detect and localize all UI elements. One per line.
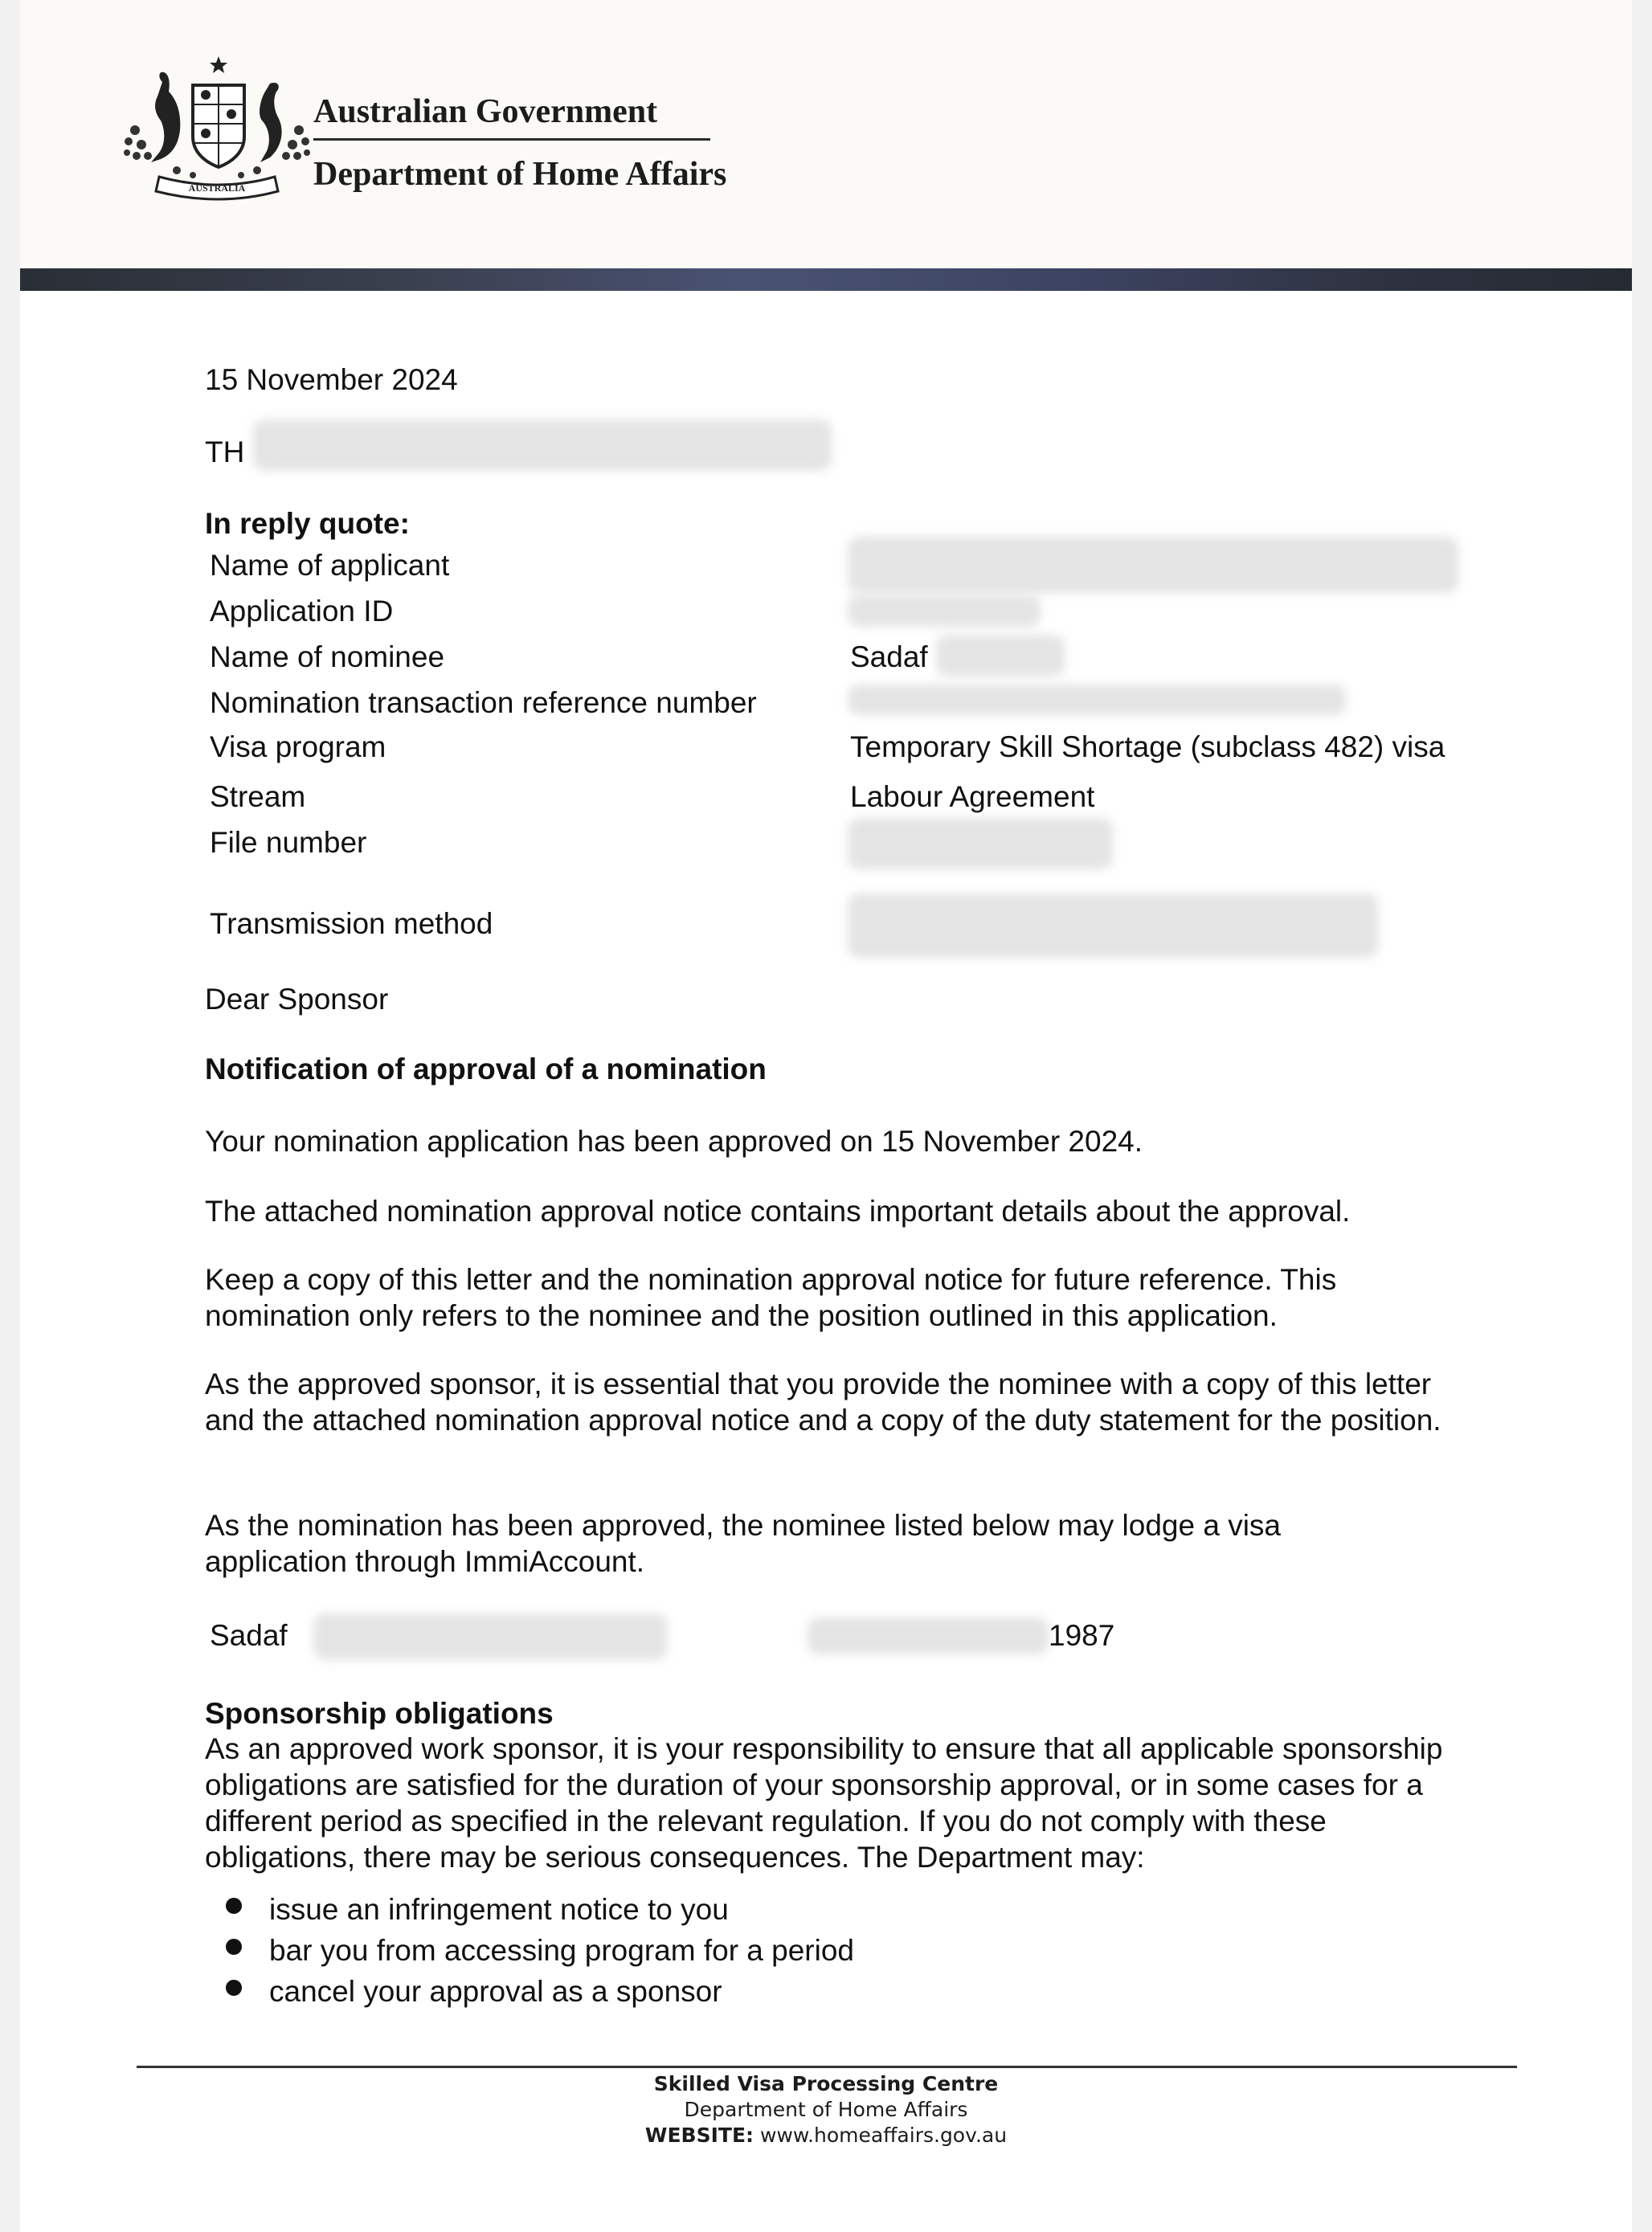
letter-subject: Notification of approval of a nomination — [205, 1053, 767, 1085]
field-label: Visa program — [210, 730, 386, 763]
redacted-value — [848, 893, 1378, 958]
paragraph: Your nomination application has been approved on 15 November 2024. — [205, 1125, 1143, 1158]
website-link[interactable]: www.homeaffairs.gov.au — [760, 2124, 1008, 2147]
letter-page — [20, 0, 1632, 2232]
redacted-birth-date — [808, 1617, 1049, 1654]
svg-text:AUSTRALIA: AUSTRALIA — [188, 182, 246, 194]
redacted-surname — [313, 1613, 667, 1660]
consequence-item: issue an infringement notice to you — [269, 1893, 729, 1926]
field-label: File number — [210, 826, 367, 859]
consequence-item: bar you from accessing program for a period — [269, 1934, 855, 1967]
field-label: Name of nominee — [210, 640, 445, 673]
addressee: TH — [205, 435, 245, 468]
bullet — [226, 1898, 242, 1914]
stream-value: Labour Agreement — [850, 780, 1095, 813]
government-name: Australian Government — [313, 93, 658, 130]
field-label: Application ID — [210, 595, 394, 627]
department-name: Department of Home Affairs — [313, 156, 727, 193]
consequence-item: cancel your approval as a sponsor — [269, 1975, 722, 2008]
footer-rule — [137, 2066, 1517, 2068]
redacted-value — [848, 685, 1346, 715]
bullet — [226, 1939, 242, 1955]
salutation: Dear Sponsor — [205, 983, 389, 1016]
field-label: Transmission method — [210, 907, 493, 940]
nominee-first-name: Sadaf — [210, 1619, 288, 1652]
footer-website-line — [20, 2123, 1632, 2148]
redacted-value — [936, 635, 1065, 677]
bullet — [226, 1980, 242, 1996]
website-label: WEBSITE: — [644, 2124, 754, 2147]
paragraph: Keep a copy of this letter and the nomination approval notice for future reference. This nomination only refers to the nominee and the position outlined in this application. — [205, 1263, 1337, 1332]
visa-program-value: Temporary Skill Shortage (subclass 482) visa — [850, 730, 1446, 763]
nominee-name: Sadaf — [850, 640, 928, 673]
paragraph: As the approved sponsor, it is essential that you provide the nominee with a copy of this letter and the attached nomination approval notice and a copy of the duty statement for the position. — [205, 1367, 1441, 1437]
footer-department: Department of Home Affairs — [684, 2098, 968, 2121]
nominee-birth-year: 1987 — [1049, 1619, 1115, 1652]
paragraph: As the nomination has been approved, the nominee listed below may lodge a visa application through ImmiAccount. — [205, 1509, 1282, 1578]
letterhead — [20, 0, 1632, 268]
field-label: Nomination transaction reference number — [210, 686, 757, 719]
header-color-bar — [20, 268, 1632, 291]
redacted-addressee — [253, 419, 832, 471]
footer-centre-name: Skilled Visa Processing Centre — [653, 2072, 999, 2095]
reply-quote-heading: In reply quote: — [205, 507, 410, 540]
paragraph: The attached nomination approval notice contains important details about the approval. — [205, 1195, 1351, 1228]
field-label: Name of applicant — [210, 549, 450, 582]
field-label: Stream — [210, 780, 306, 813]
redacted-value — [848, 537, 1458, 593]
obligations-text: As an approved work sponsor, it is your responsibility to ensure that all applicable sponsorship obligations are satisfied for the duration of your sponsorship approval, or in some cases for a different period as specified in the relevant regulation. If you do not comply with these obligations, there may be serious consequences. The Department may: — [205, 1732, 1443, 1874]
letterhead-rule — [313, 138, 710, 141]
obligations-heading: Sponsorship obligations — [205, 1697, 554, 1730]
letter-date: 15 November 2024 — [205, 363, 458, 396]
coat-of-arms-logo — [112, 50, 321, 202]
redacted-value — [848, 595, 1041, 627]
redacted-value — [848, 818, 1113, 869]
